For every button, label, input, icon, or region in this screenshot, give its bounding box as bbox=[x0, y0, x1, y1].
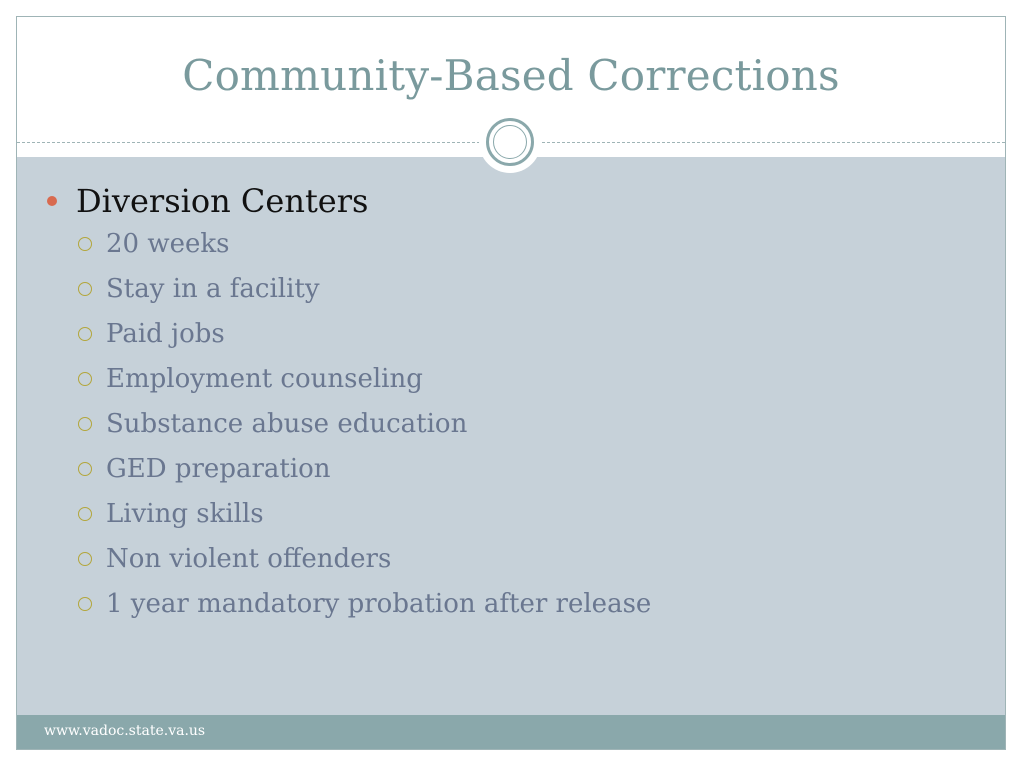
inner-ring bbox=[493, 125, 527, 159]
sub-bullet-item bbox=[47, 311, 987, 356]
sub-bullet-label: 1 year mandatory probation after release bbox=[106, 588, 652, 619]
slide bbox=[16, 16, 1006, 750]
outer-ring bbox=[486, 118, 534, 166]
sub-bullet-item bbox=[47, 581, 987, 626]
hollow-circle-bullet-icon bbox=[78, 507, 92, 521]
sub-bullet-label: Non violent offenders bbox=[106, 543, 392, 574]
bullet-list bbox=[47, 181, 987, 626]
slide-title: Community-Based Corrections bbox=[182, 51, 840, 100]
filled-circle-bullet-icon bbox=[47, 196, 57, 206]
footer-url: www.vadoc.state.va.us bbox=[44, 723, 206, 739]
sub-bullet-item bbox=[47, 221, 987, 266]
sub-bullet-label: Living skills bbox=[106, 498, 264, 529]
hollow-circle-bullet-icon bbox=[78, 462, 92, 476]
hollow-circle-bullet-icon bbox=[78, 552, 92, 566]
hollow-circle-bullet-icon bbox=[78, 417, 92, 431]
sub-bullet-label: GED preparation bbox=[106, 453, 331, 484]
main-bullet-label: Diversion Centers bbox=[76, 182, 369, 220]
sub-bullet-label: 20 weeks bbox=[106, 228, 230, 259]
hollow-circle-bullet-icon bbox=[78, 597, 92, 611]
slide-footer bbox=[17, 715, 1005, 749]
sub-bullet-label: Stay in a facility bbox=[106, 273, 320, 304]
hollow-circle-bullet-icon bbox=[78, 327, 92, 341]
sub-bullet-list bbox=[47, 221, 987, 626]
hollow-circle-bullet-icon bbox=[78, 282, 92, 296]
sub-bullet-label: Paid jobs bbox=[106, 318, 225, 349]
sub-bullet-label: Employment counseling bbox=[106, 363, 423, 394]
sub-bullet-item bbox=[47, 446, 987, 491]
sub-bullet-item bbox=[47, 266, 987, 311]
sub-bullet-item bbox=[47, 536, 987, 581]
hollow-circle-bullet-icon bbox=[78, 372, 92, 386]
main-bullet-item bbox=[47, 181, 987, 221]
ring-ornament-icon bbox=[479, 111, 541, 173]
sub-bullet-item bbox=[47, 491, 987, 536]
sub-bullet-label: Substance abuse education bbox=[106, 408, 468, 439]
sub-bullet-item bbox=[47, 401, 987, 446]
sub-bullet-item bbox=[47, 356, 987, 401]
hollow-circle-bullet-icon bbox=[78, 237, 92, 251]
